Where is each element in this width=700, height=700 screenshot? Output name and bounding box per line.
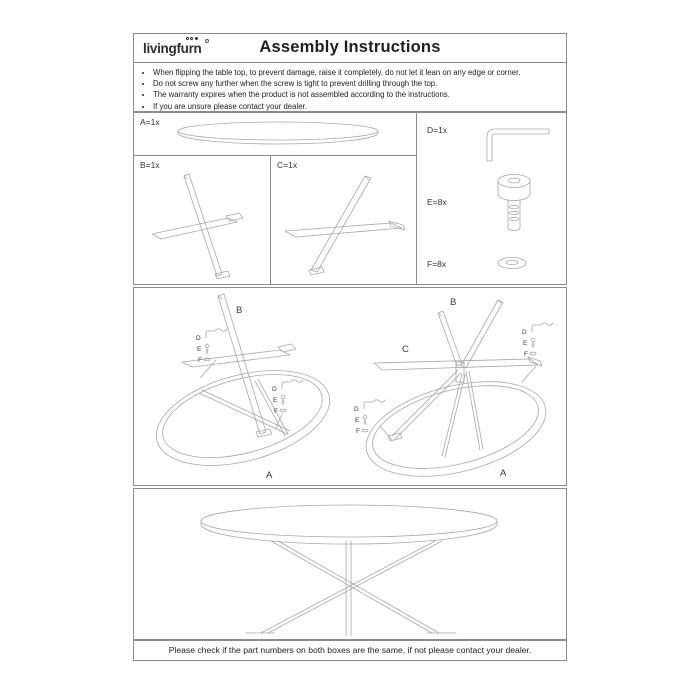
mini-bolt-icon [205, 344, 209, 354]
mini-washer-icon [362, 429, 368, 432]
callout-label-e: E [197, 346, 202, 353]
assembly-step-2-diagram [350, 290, 564, 484]
mini-washer-icon [530, 352, 536, 355]
mini-allen-key-icon [206, 329, 227, 338]
part-b-box [133, 155, 271, 285]
hardware-callout [354, 400, 385, 435]
assembled-table-drawing [134, 495, 568, 639]
warning-list [133, 62, 567, 112]
part-a-label: A=1x [140, 117, 160, 127]
footer-note: Please check if the part numbers on both boxes are the same, if not please contact your dealer. [168, 645, 532, 655]
hardware-callout [522, 323, 553, 358]
callout-label-e: E [355, 417, 360, 424]
washer-drawing [493, 254, 531, 272]
page-title: Assembly Instructions [259, 38, 441, 56]
callout-label-d: D [354, 406, 359, 413]
callout-label-d: D [196, 335, 201, 342]
part-e-label: E=8x [427, 197, 447, 207]
mini-allen-key-icon [282, 380, 303, 389]
callout-label-f: F [198, 357, 202, 364]
part-b-label: B=1x [140, 160, 160, 170]
part-f-label: F=8x [427, 259, 447, 269]
mini-allen-key-icon [364, 400, 385, 409]
callout-label-d: D [522, 329, 527, 336]
diagram-label-c: C [402, 344, 409, 355]
warning-item: • Do not screw any further when the screw is tight to prevent drilling through the top. [153, 78, 562, 89]
table-top-drawing [172, 120, 384, 152]
leg-c-drawing [279, 170, 411, 282]
callout-label-f: F [524, 351, 528, 358]
hardware-box [416, 112, 567, 285]
part-d-label: D=1x [427, 125, 448, 135]
mini-bolt-icon [363, 415, 367, 425]
diagram-label-b: B [450, 297, 457, 308]
warning-item: • The warranty expires when the product is not assembled according to the instructions. [153, 89, 562, 100]
bolt-drawing [491, 171, 537, 237]
header [133, 33, 567, 63]
leg-b-drawing [140, 172, 266, 282]
allen-key-drawing [475, 121, 555, 165]
assembly-step-1-diagram [138, 290, 350, 484]
callout-label-e: E [523, 340, 528, 347]
instruction-sheet [133, 33, 567, 662]
diagram-label-b: B [236, 305, 243, 316]
warning-item: • If you are unsure please contact your dealer. [153, 101, 562, 112]
mini-bolt-icon [281, 395, 285, 405]
footer [133, 640, 567, 661]
assembled-table-box [133, 488, 567, 640]
part-c-box [270, 155, 417, 285]
warning-item: • When flipping the table top, to prevent damage, raise it completely, do not let it lean on any edge or corner. [153, 67, 562, 78]
mini-allen-key-icon [532, 323, 553, 332]
part-c-label: C=1x [277, 160, 298, 170]
callout-label-e: E [273, 397, 278, 404]
brand-logo-text: livingfurn [143, 41, 202, 56]
diagram-label-a: A [266, 470, 273, 481]
mini-washer-icon [280, 409, 286, 412]
hardware-callout [272, 380, 303, 415]
callout-label-f: F [356, 428, 360, 435]
diagram-label-a: A [500, 468, 507, 479]
callout-label-f: F [274, 408, 278, 415]
part-a-box [133, 112, 417, 156]
assembly-steps-box [133, 287, 567, 486]
callout-label-d: D [272, 386, 277, 393]
mini-bolt-icon [531, 338, 535, 348]
